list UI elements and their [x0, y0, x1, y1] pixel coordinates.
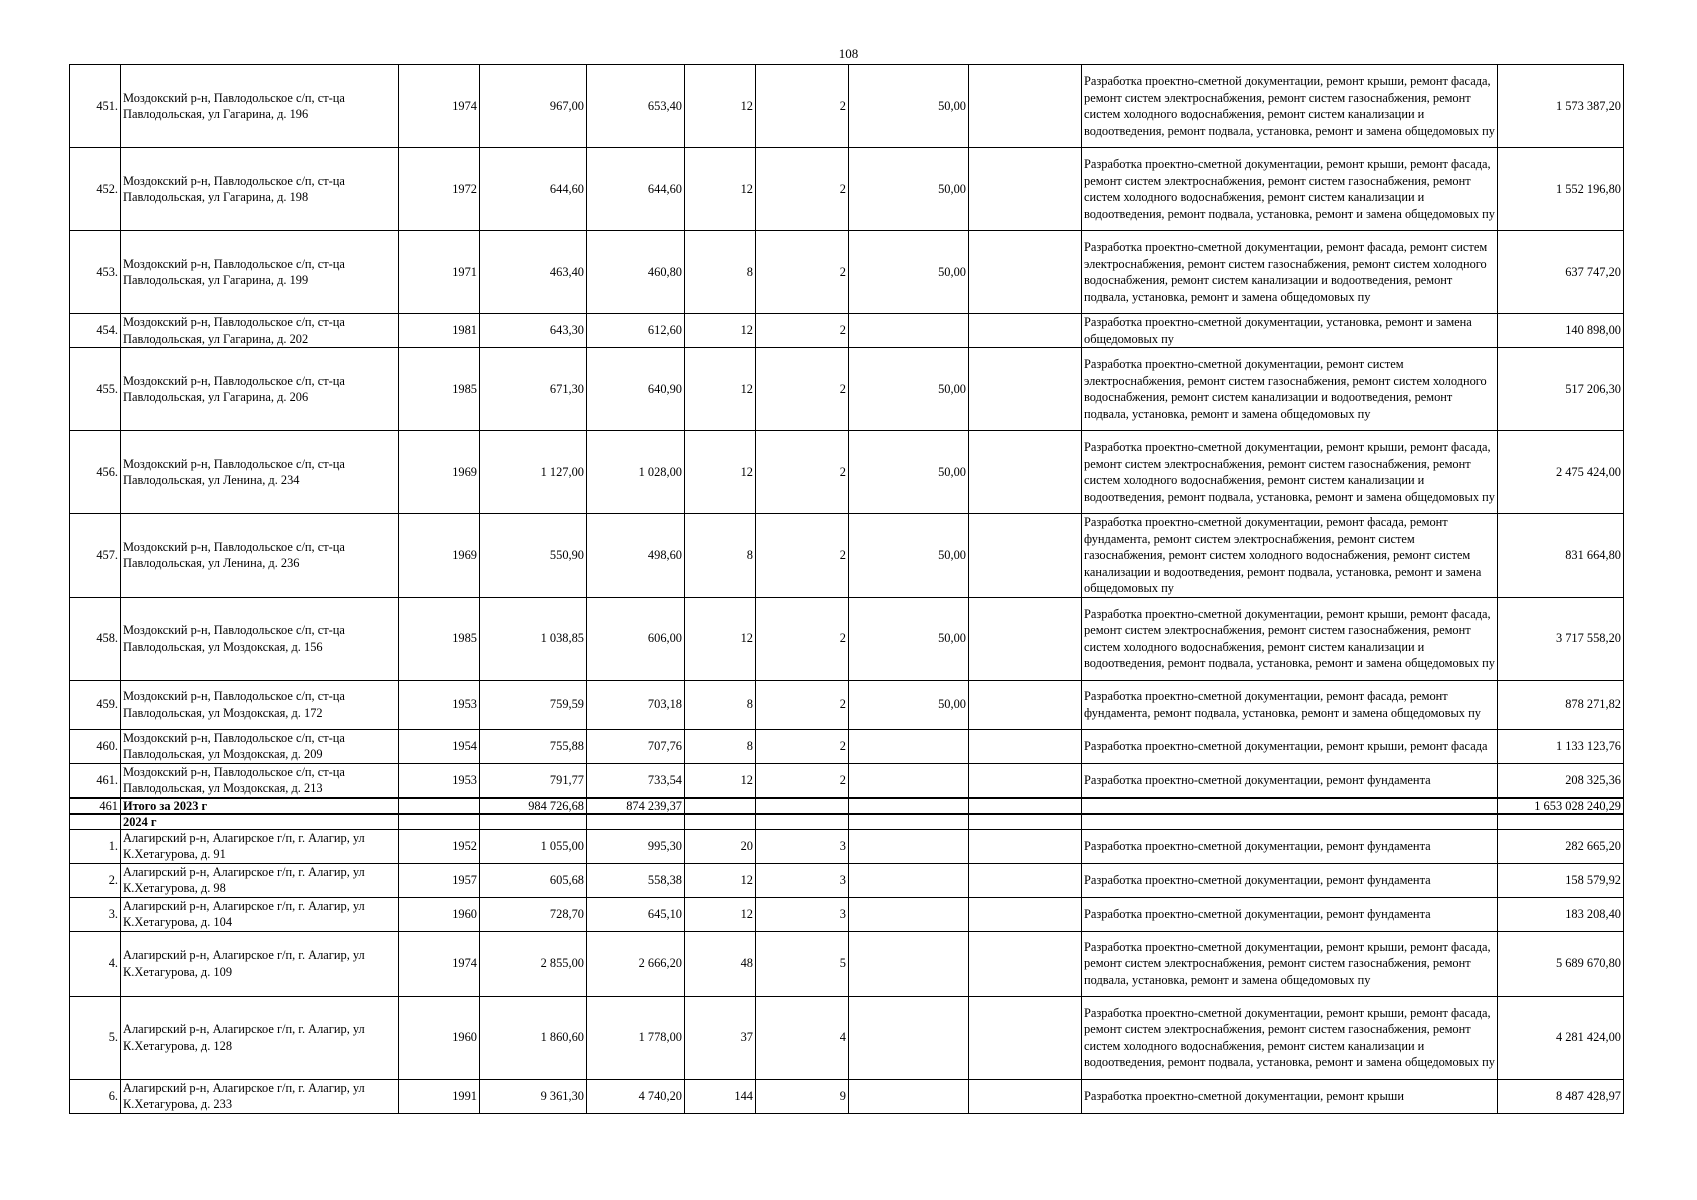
works-list-cell: Разработка проектно-сметной документации, ремонт фундамента — [1082, 763, 1498, 798]
extra-cell — [969, 996, 1082, 1079]
floors-count-cell: 2 — [756, 65, 849, 148]
extra-cell — [969, 863, 1082, 897]
floors-count-cell: 2 — [756, 597, 849, 680]
floors-count-cell: 2 — [756, 348, 849, 431]
flats-count-cell: 12 — [685, 763, 756, 798]
table-row — [70, 348, 1624, 431]
wear-percent-cell: 50,00 — [849, 514, 969, 598]
total-area-cell: 644,60 — [480, 148, 587, 231]
cost-cell: 1 552 196,80 — [1498, 148, 1624, 231]
total-empty-floors — [756, 798, 849, 814]
year-built-cell: 1974 — [399, 65, 480, 148]
address-cell: Алагирский р-н, Алагирское г/п, г. Алагир, ул К.Хетагурова, д. 233 — [121, 1079, 399, 1113]
living-area-cell: 612,60 — [587, 314, 685, 348]
total-count: 461 — [70, 798, 121, 814]
table-row — [70, 231, 1624, 314]
year-built-cell: 1952 — [399, 829, 480, 863]
extra-cell — [969, 931, 1082, 996]
wear-percent-cell — [849, 996, 969, 1079]
living-area-cell: 4 740,20 — [587, 1079, 685, 1113]
page-number: 108 — [838, 46, 859, 61]
total-empty-extra — [969, 798, 1082, 814]
living-area-cell: 558,38 — [587, 863, 685, 897]
table-row — [70, 65, 1624, 148]
works-list-cell: Разработка проектно-сметной документации, ремонт крыши, ремонт фасада, ремонт систем электроснабжения, ремонт систем газоснабжения, ремонт систем холодного водоснабжения, ремонт систем канализации и водоотведения, ремонт подвала, установка, ремонт и замена общедомовых пу — [1082, 996, 1498, 1079]
extra-cell — [969, 231, 1082, 314]
flats-count-cell: 12 — [685, 148, 756, 231]
wear-percent-cell: 50,00 — [849, 680, 969, 729]
year-built-cell: 1969 — [399, 514, 480, 598]
total-area-cell: 755,88 — [480, 729, 587, 763]
row-number: 460. — [70, 729, 121, 763]
total-empty-works — [1082, 798, 1498, 814]
flats-count-cell: 12 — [685, 863, 756, 897]
flats-count-cell: 8 — [685, 729, 756, 763]
year-built-cell: 1985 — [399, 597, 480, 680]
year-empty-3 — [587, 814, 685, 830]
total-area-cell: 1 055,00 — [480, 829, 587, 863]
cost-cell: 208 325,36 — [1498, 763, 1624, 798]
total-empty-flats — [685, 798, 756, 814]
wear-percent-cell — [849, 863, 969, 897]
works-list-cell: Разработка проектно-сметной документации, ремонт крыши, ремонт фасада, ремонт систем электроснабжения, ремонт систем газоснабжения, ремонт подвала, установка, ремонт и замена общедомовых пу — [1082, 931, 1498, 996]
cost-cell: 140 898,00 — [1498, 314, 1624, 348]
total-area-living: 874 239,37 — [587, 798, 685, 814]
table-row — [70, 680, 1624, 729]
row-number: 461. — [70, 763, 121, 798]
year-built-cell: 1971 — [399, 231, 480, 314]
living-area-cell: 995,30 — [587, 829, 685, 863]
address-cell: Алагирский р-н, Алагирское г/п, г. Алагир, ул К.Хетагурова, д. 98 — [121, 863, 399, 897]
year-empty-2 — [480, 814, 587, 830]
cost-cell: 831 664,80 — [1498, 514, 1624, 598]
flats-count-cell: 8 — [685, 680, 756, 729]
row-number: 6. — [70, 1079, 121, 1113]
cost-cell: 4 281 424,00 — [1498, 996, 1624, 1079]
row-number: 452. — [70, 148, 121, 231]
year-empty-4 — [685, 814, 756, 830]
works-list-cell: Разработка проектно-сметной документации, ремонт фундамента — [1082, 863, 1498, 897]
works-list-cell: Разработка проектно-сметной документации, ремонт крыши, ремонт фасада, ремонт систем электроснабжения, ремонт систем газоснабжения, ремонт систем холодного водоснабжения, ремонт систем канализации и водоотведения, ремонт подвала, установка, ремонт и замена общедомовых пу — [1082, 148, 1498, 231]
address-cell: Моздокский р-н, Павлодольское с/п, ст-ца Павлодольская, ул Моздокская, д. 209 — [121, 729, 399, 763]
address-cell: Моздокский р-н, Павлодольское с/п, ст-ца Павлодольская, ул Ленина, д. 236 — [121, 514, 399, 598]
works-list-cell: Разработка проектно-сметной документации, ремонт фасада, ремонт фундамента, ремонт подвала, установка, ремонт и замена общедомовых пу — [1082, 680, 1498, 729]
table-row — [70, 431, 1624, 514]
year-heading: 2024 г — [121, 814, 399, 830]
floors-count-cell: 4 — [756, 996, 849, 1079]
year-built-cell: 1974 — [399, 931, 480, 996]
address-cell: Моздокский р-н, Павлодольское с/п, ст-ца Павлодольская, ул Моздокская, д. 172 — [121, 680, 399, 729]
wear-percent-cell: 50,00 — [849, 148, 969, 231]
year-built-cell: 1969 — [399, 431, 480, 514]
year-built-cell: 1960 — [399, 996, 480, 1079]
living-area-cell: 606,00 — [587, 597, 685, 680]
extra-cell — [969, 148, 1082, 231]
extra-cell — [969, 1079, 1082, 1113]
living-area-cell: 707,76 — [587, 729, 685, 763]
extra-cell — [969, 829, 1082, 863]
row-number: 458. — [70, 597, 121, 680]
table-row — [70, 1079, 1624, 1113]
flats-count-cell: 12 — [685, 431, 756, 514]
row-number: 5. — [70, 996, 121, 1079]
floors-count-cell: 2 — [756, 729, 849, 763]
total-area-cell: 643,30 — [480, 314, 587, 348]
row-number: 453. — [70, 231, 121, 314]
extra-cell — [969, 897, 1082, 931]
works-list-cell: Разработка проектно-сметной документации, установка, ремонт и замена общедомовых пу — [1082, 314, 1498, 348]
cost-cell: 878 271,82 — [1498, 680, 1624, 729]
total-row-2023 — [70, 798, 1624, 814]
living-area-cell: 1 778,00 — [587, 996, 685, 1079]
works-list-cell: Разработка проектно-сметной документации, ремонт фасада, ремонт систем электроснабжения, ремонт систем газоснабжения, ремонт систем холодного водоснабжения, ремонт систем канализации и водоотведения, ремонт подвала, установка, ремонт и замена общедомовых пу — [1082, 231, 1498, 314]
row-number: 3. — [70, 897, 121, 931]
row-number: 454. — [70, 314, 121, 348]
row-number: 1. — [70, 829, 121, 863]
living-area-cell: 498,60 — [587, 514, 685, 598]
total-label: Итого за 2023 г — [121, 798, 399, 814]
wear-percent-cell: 50,00 — [849, 348, 969, 431]
flats-count-cell: 8 — [685, 514, 756, 598]
extra-cell — [969, 431, 1082, 514]
table-row — [70, 897, 1624, 931]
works-list-cell: Разработка проектно-сметной документации, ремонт крыши, ремонт фасада, ремонт систем электроснабжения, ремонт систем газоснабжения, ремонт систем холодного водоснабжения, ремонт систем канализации и водоотведения, ремонт подвала, установка, ремонт и замена общедомовых пу — [1082, 65, 1498, 148]
address-cell: Моздокский р-н, Павлодольское с/п, ст-ца Павлодольская, ул Гагарина, д. 196 — [121, 65, 399, 148]
floors-count-cell: 3 — [756, 863, 849, 897]
year-built-cell: 1960 — [399, 897, 480, 931]
address-cell: Моздокский р-н, Павлодольское с/п, ст-ца Павлодольская, ул Моздокская, д. 156 — [121, 597, 399, 680]
total-area-cell: 1 860,60 — [480, 996, 587, 1079]
table-row — [70, 996, 1624, 1079]
cost-cell: 637 747,20 — [1498, 231, 1624, 314]
cost-cell: 2 475 424,00 — [1498, 431, 1624, 514]
extra-cell — [969, 680, 1082, 729]
living-area-cell: 733,54 — [587, 763, 685, 798]
cost-cell: 5 689 670,80 — [1498, 931, 1624, 996]
flats-count-cell: 37 — [685, 996, 756, 1079]
year-built-cell: 1985 — [399, 348, 480, 431]
table-row — [70, 314, 1624, 348]
row-number: 457. — [70, 514, 121, 598]
extra-cell — [969, 597, 1082, 680]
flats-count-cell: 12 — [685, 897, 756, 931]
row-number: 4. — [70, 931, 121, 996]
wear-percent-cell: 50,00 — [849, 231, 969, 314]
year-built-cell: 1953 — [399, 763, 480, 798]
table-row — [70, 597, 1624, 680]
works-list-cell: Разработка проектно-сметной документации, ремонт крыши, ремонт фасада — [1082, 729, 1498, 763]
cost-cell: 517 206,30 — [1498, 348, 1624, 431]
year-empty-9 — [1498, 814, 1624, 830]
row-number: 455. — [70, 348, 121, 431]
year-empty-6 — [849, 814, 969, 830]
flats-count-cell: 12 — [685, 348, 756, 431]
total-area-total: 984 726,68 — [480, 798, 587, 814]
year-built-cell: 1954 — [399, 729, 480, 763]
total-area-cell: 605,68 — [480, 863, 587, 897]
wear-percent-cell — [849, 729, 969, 763]
extra-cell — [969, 763, 1082, 798]
works-list-cell: Разработка проектно-сметной документации, ремонт фундамента — [1082, 897, 1498, 931]
address-cell: Моздокский р-н, Павлодольское с/п, ст-ца Павлодольская, ул Гагарина, д. 199 — [121, 231, 399, 314]
wear-percent-cell: 50,00 — [849, 65, 969, 148]
extra-cell — [969, 314, 1082, 348]
total-area-cell: 791,77 — [480, 763, 587, 798]
address-cell: Моздокский р-н, Павлодольское с/п, ст-ца Павлодольская, ул Гагарина, д. 202 — [121, 314, 399, 348]
cost-cell: 183 208,40 — [1498, 897, 1624, 931]
register-table — [69, 64, 1624, 1114]
flats-count-cell: 8 — [685, 231, 756, 314]
year-built-cell: 1991 — [399, 1079, 480, 1113]
living-area-cell: 2 666,20 — [587, 931, 685, 996]
total-area-cell: 671,30 — [480, 348, 587, 431]
wear-percent-cell — [849, 314, 969, 348]
extra-cell — [969, 514, 1082, 598]
wear-percent-cell: 50,00 — [849, 597, 969, 680]
year-empty-7 — [969, 814, 1082, 830]
address-cell: Алагирский р-н, Алагирское г/п, г. Алагир, ул К.Хетагурова, д. 128 — [121, 996, 399, 1079]
floors-count-cell: 2 — [756, 148, 849, 231]
total-area-cell: 967,00 — [480, 65, 587, 148]
table-row — [70, 931, 1624, 996]
floors-count-cell: 2 — [756, 314, 849, 348]
cost-cell: 282 665,20 — [1498, 829, 1624, 863]
wear-percent-cell — [849, 931, 969, 996]
total-area-cell: 728,70 — [480, 897, 587, 931]
year-empty-1 — [399, 814, 480, 830]
wear-percent-cell — [849, 829, 969, 863]
year-empty-5 — [756, 814, 849, 830]
address-cell: Моздокский р-н, Павлодольское с/п, ст-ца Павлодольская, ул Моздокская, д. 213 — [121, 763, 399, 798]
year-empty-8 — [1082, 814, 1498, 830]
table-row — [70, 763, 1624, 798]
table-row — [70, 148, 1624, 231]
address-cell: Моздокский р-н, Павлодольское с/п, ст-ца Павлодольская, ул Гагарина, д. 206 — [121, 348, 399, 431]
works-list-cell: Разработка проектно-сметной документации, ремонт фундамента — [1082, 829, 1498, 863]
row-number: 451. — [70, 65, 121, 148]
row-number: 456. — [70, 431, 121, 514]
address-cell: Алагирский р-н, Алагирское г/п, г. Алагир, ул К.Хетагурова, д. 109 — [121, 931, 399, 996]
row-number: 2. — [70, 863, 121, 897]
flats-count-cell: 12 — [685, 65, 756, 148]
floors-count-cell: 9 — [756, 1079, 849, 1113]
year-built-cell: 1972 — [399, 148, 480, 231]
cost-cell: 158 579,92 — [1498, 863, 1624, 897]
table-row — [70, 514, 1624, 598]
address-cell: Моздокский р-н, Павлодольское с/п, ст-ца Павлодольская, ул Гагарина, д. 198 — [121, 148, 399, 231]
total-block — [70, 798, 1624, 830]
flats-count-cell: 144 — [685, 1079, 756, 1113]
total-area-cell: 2 855,00 — [480, 931, 587, 996]
floors-count-cell: 3 — [756, 829, 849, 863]
table-row — [70, 829, 1624, 863]
works-list-cell: Разработка проектно-сметной документации, ремонт крыши — [1082, 1079, 1498, 1113]
floors-count-cell: 3 — [756, 897, 849, 931]
works-list-cell: Разработка проектно-сметной документации, ремонт фасада, ремонт фундамента, ремонт систем электроснабжения, ремонт систем газоснабжения, ремонт систем холодного водоснабжения, ремонт систем канализации и водоотведения, ремонт подвала, установка, ремонт и замена общедомовых пу — [1082, 514, 1498, 598]
living-area-cell: 460,80 — [587, 231, 685, 314]
row-number: 459. — [70, 680, 121, 729]
table-row — [70, 863, 1624, 897]
flats-count-cell: 12 — [685, 597, 756, 680]
total-area-cell: 759,59 — [480, 680, 587, 729]
address-cell: Алагирский р-н, Алагирское г/п, г. Алагир, ул К.Хетагурова, д. 104 — [121, 897, 399, 931]
floors-count-cell: 2 — [756, 231, 849, 314]
total-cost: 1 653 028 240,29 — [1498, 798, 1624, 814]
total-area-cell: 550,90 — [480, 514, 587, 598]
rows-2023 — [70, 65, 1624, 798]
year-built-cell: 1981 — [399, 314, 480, 348]
flats-count-cell: 20 — [685, 829, 756, 863]
works-list-cell: Разработка проектно-сметной документации, ремонт систем электроснабжения, ремонт систем газоснабжения, ремонт систем холодного водоснабжения, ремонт систем канализации и водоотведения, ремонт подвала, установка, ремонт и замена общедомовых пу — [1082, 348, 1498, 431]
works-list-cell: Разработка проектно-сметной документации, ремонт крыши, ремонт фасада, ремонт систем электроснабжения, ремонт систем газоснабжения, ремонт систем холодного водоснабжения, ремонт систем канализации и водоотведения, ремонт подвала, установка, ремонт и замена общедомовых пу — [1082, 431, 1498, 514]
works-list-cell: Разработка проектно-сметной документации, ремонт крыши, ремонт фасада, ремонт систем электроснабжения, ремонт систем газоснабжения, ремонт систем холодного водоснабжения, ремонт систем канализации и водоотведения, ремонт подвала, установка, ремонт и замена общедомовых пу — [1082, 597, 1498, 680]
extra-cell — [969, 65, 1082, 148]
living-area-cell: 640,90 — [587, 348, 685, 431]
floors-count-cell: 5 — [756, 931, 849, 996]
address-cell: Моздокский р-н, Павлодольское с/п, ст-ца Павлодольская, ул Ленина, д. 234 — [121, 431, 399, 514]
living-area-cell: 645,10 — [587, 897, 685, 931]
living-area-cell: 1 028,00 — [587, 431, 685, 514]
total-empty-year — [399, 798, 480, 814]
wear-percent-cell — [849, 897, 969, 931]
floors-count-cell: 2 — [756, 763, 849, 798]
floors-count-cell: 2 — [756, 680, 849, 729]
wear-percent-cell — [849, 763, 969, 798]
wear-percent-cell — [849, 1079, 969, 1113]
total-area-cell: 9 361,30 — [480, 1079, 587, 1113]
floors-count-cell: 2 — [756, 514, 849, 598]
table-row — [70, 729, 1624, 763]
flats-count-cell: 12 — [685, 314, 756, 348]
floors-count-cell: 2 — [756, 431, 849, 514]
year-built-cell: 1957 — [399, 863, 480, 897]
year-built-cell: 1953 — [399, 680, 480, 729]
cost-cell: 1 133 123,76 — [1498, 729, 1624, 763]
cost-cell: 8 487 428,97 — [1498, 1079, 1624, 1113]
living-area-cell: 703,18 — [587, 680, 685, 729]
extra-cell — [969, 348, 1082, 431]
extra-cell — [969, 729, 1082, 763]
rows-2024 — [70, 829, 1624, 1113]
total-area-cell: 463,40 — [480, 231, 587, 314]
flats-count-cell: 48 — [685, 931, 756, 996]
wear-percent-cell: 50,00 — [849, 431, 969, 514]
total-area-cell: 1 127,00 — [480, 431, 587, 514]
total-area-cell: 1 038,85 — [480, 597, 587, 680]
year-heading-row — [70, 814, 1624, 830]
address-cell: Алагирский р-н, Алагирское г/п, г. Алагир, ул К.Хетагурова, д. 91 — [121, 829, 399, 863]
cost-cell: 1 573 387,20 — [1498, 65, 1624, 148]
living-area-cell: 644,60 — [587, 148, 685, 231]
living-area-cell: 653,40 — [587, 65, 685, 148]
total-empty-wear — [849, 798, 969, 814]
cost-cell: 3 717 558,20 — [1498, 597, 1624, 680]
year-empty-n — [70, 814, 121, 830]
